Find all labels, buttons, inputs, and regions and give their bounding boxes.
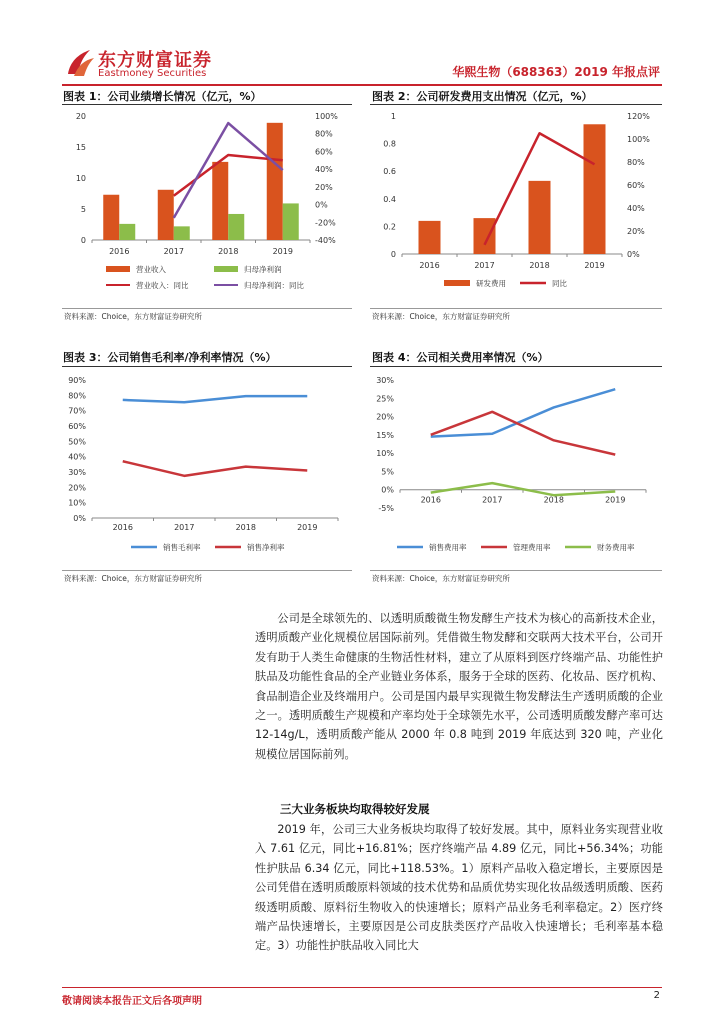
logo-en-text: Eastmoney Securities: [98, 68, 207, 79]
y-tick-label: 20%: [68, 483, 86, 493]
y2-tick-label: 40%: [627, 204, 645, 213]
legend-label: 同比: [552, 279, 567, 288]
x-tick-label: 2018: [235, 523, 256, 532]
x-tick-label: 2018: [543, 495, 564, 505]
x-tick-label: 2018: [529, 261, 550, 270]
x-tick-label: 2016: [109, 247, 130, 256]
y-tick-label: 30%: [376, 376, 394, 385]
company-logo: [64, 44, 96, 80]
x-tick-label: 2017: [174, 523, 195, 532]
y-tick-label: 25%: [376, 394, 394, 404]
legend-swatch: [106, 266, 130, 272]
y2-tick-label: 60%: [627, 181, 645, 190]
legend-label: 财务费用率: [597, 543, 635, 552]
y-tick-label: 10%: [376, 449, 394, 459]
y-tick-label: 0.2: [383, 222, 396, 232]
x-tick-label: 2016: [419, 261, 440, 270]
report-title: 华熙生物（688363）2019 年报点评: [452, 65, 660, 79]
y-tick-label: 0: [390, 250, 396, 259]
y2-tick-label: 0%: [627, 250, 640, 259]
y2-tick-label: 0%: [315, 200, 328, 210]
body-paragraph-2: [255, 820, 663, 956]
x-tick-label: 2019: [584, 261, 605, 270]
chart-margin: [62, 368, 352, 568]
page-number: 2: [653, 990, 660, 1001]
y-tick-label: 5%: [381, 467, 394, 477]
y-tick-label: 80%: [68, 391, 86, 401]
figure-3-bottom-rule: [62, 570, 352, 571]
y-tick-label: 0.6: [383, 167, 396, 177]
paragraph-1-text: 公司是全球领先的、以透明质酸微生物发酵生产技术为核心的高新技术企业，透明质酸产业化规模位居国际前列。凭借微生物发酵和交联两大技术平台，公司开发有助于人类生命健康的生物活性材料，建立了从原料到医疗终端产品、功能性护肤品及功能性食品的全产业链业务体系，服务于全球的医药、化妆品、医疗机构、食品制造企业及终端用户。公司是国内最早实现微生物发酵法生产透明质酸的企业之一。透明质酸生产规模和产率均处于全球领先水平，公司透明质酸发酵产率可达 12-14g/L，透明质酸产能从 2000 年 0.8 吨到 2019 年底达到 320 吨，产业化规模位居国际前列。: [255, 612, 663, 761]
y2-tick-label: 20%: [315, 182, 333, 192]
chart-expense-ratio: [370, 368, 662, 568]
header-rule: [62, 84, 662, 86]
y-tick-label: 50%: [68, 437, 86, 447]
x-tick-label: 2019: [297, 523, 318, 532]
bar-1-0-3: [584, 124, 606, 254]
bar-0-0-1: [158, 190, 174, 240]
bar-0-0-2: [212, 162, 228, 240]
x-tick-label: 2017: [163, 247, 184, 256]
series-line-1: [123, 461, 308, 476]
y2-tick-label: -40%: [315, 236, 336, 245]
figure-1-top-rule: [62, 104, 352, 105]
y2-tick-label: 100%: [315, 112, 338, 121]
legend-label: 管理费用率: [513, 543, 551, 552]
y-tick-label: 0: [80, 236, 86, 245]
y-tick-label: 0%: [73, 514, 86, 523]
x-tick-label: 2019: [272, 247, 293, 256]
x-tick-label: 2017: [482, 495, 503, 505]
x-tick-label: 2018: [218, 247, 239, 256]
y2-tick-label: 80%: [627, 158, 645, 167]
legend-label: 销售费用率: [429, 543, 467, 552]
footer-rule: [62, 987, 662, 988]
y-tick-label: 15%: [376, 430, 394, 440]
y-tick-label: 1: [390, 112, 396, 121]
series-line-2: [431, 483, 616, 495]
figure-3-source: 资料来源：Choice，东方财富证券研究所: [64, 574, 202, 583]
y-tick-label: 10%: [68, 498, 86, 508]
footer-disclaimer: 敬请阅读本报告正文后各项声明: [62, 996, 202, 1007]
legend-label: 研发费用: [476, 279, 506, 288]
legend-label: 营业收入: [136, 265, 166, 274]
y2-tick-label: 40%: [315, 165, 333, 175]
y-tick-label: 5: [80, 205, 86, 214]
y2-tick-label: 120%: [627, 112, 650, 121]
legend-label: 销售毛利率: [163, 543, 201, 552]
legend-swatch: [444, 280, 470, 286]
y-tick-label: 20: [75, 112, 86, 121]
chart-rnd-expense: [370, 106, 662, 306]
figure-2-source: 资料来源：Choice，东方财富证券研究所: [372, 312, 510, 321]
figure-4-bottom-rule: [370, 570, 662, 571]
x-tick-label: 2019: [605, 495, 626, 505]
figure-4-source: 资料来源：Choice，东方财富证券研究所: [372, 574, 510, 583]
body-paragraph-1: [255, 609, 663, 764]
y2-tick-label: 60%: [315, 147, 333, 157]
bar-0-1-3: [283, 203, 299, 240]
section-title: 三大业务板块均取得较好发展: [280, 802, 430, 816]
y-tick-label: 70%: [68, 406, 86, 416]
y-tick-label: 90%: [68, 376, 86, 385]
bar-0-1-1: [174, 226, 190, 240]
figure-3-top-rule: [62, 366, 352, 367]
y-tick-label: 0.8: [383, 139, 396, 149]
bar-0-0-0: [103, 195, 119, 240]
x-tick-label: 2016: [112, 523, 133, 532]
y2-tick-label: 100%: [627, 135, 650, 144]
figure-1-source: 资料来源：Choice，东方财富证券研究所: [64, 312, 202, 321]
legend-label: 归母净利润：同比: [244, 281, 304, 290]
legend-label: 归母净利润: [244, 265, 282, 274]
chart-performance-growth: [62, 106, 352, 306]
figure-4-top-rule: [370, 366, 662, 367]
y2-tick-label: 80%: [315, 129, 333, 139]
logo-cn-text: 东方财富证券: [98, 50, 212, 71]
legend-swatch: [214, 266, 238, 272]
figure-2-bottom-rule: [370, 308, 662, 309]
y2-tick-label: 20%: [627, 227, 645, 236]
bar-0-0-3: [267, 123, 283, 240]
x-tick-label: 2016: [420, 495, 441, 505]
y-tick-label: -5%: [378, 504, 394, 513]
y-tick-label: 10: [75, 174, 86, 183]
figure-4-title: 图表 4：公司相关费用率情况（%）: [372, 351, 549, 364]
x-tick-label: 2017: [474, 261, 495, 270]
y-tick-label: 0.4: [383, 194, 396, 204]
y-tick-label: 30%: [68, 468, 86, 477]
y-tick-label: 20%: [376, 412, 394, 422]
series-line-1: [431, 412, 616, 455]
y-tick-label: 60%: [68, 422, 86, 431]
bar-0-1-2: [228, 214, 244, 240]
bar-1-0-1: [474, 218, 496, 254]
figure-2-top-rule: [370, 104, 662, 105]
legend-label: 营业收入：同比: [136, 281, 189, 290]
y2-tick-label: -20%: [315, 218, 336, 228]
bar-0-1-0: [119, 224, 135, 240]
bar-1-0-2: [529, 181, 551, 254]
y-tick-label: 15: [75, 143, 86, 152]
paragraph-2-text: 2019 年，公司三大业务板块均取得了较好发展。其中，原料业务实现营业收入 7.61 亿元，同比+16.81%；医疗终端产品 4.89 亿元，同比+56.34%；功能性护肤品 6.34 亿元，同比+118.53%。1）原料产品收入稳定增长，主要原因是公司凭借在透明质酸原料领域的技术优势和品质优势实现化妆品级透明质酸、医药级透明质酸、原料衍生物收入的快速增长；原料产品业务毛利率稳定。2）医疗终端产品快速增长，主要原因是公司皮肤类医疗产品收入快速增长；毛利率基本稳定。3）功能性护肤品收入同比大: [255, 823, 663, 953]
legend-label: 销售净利率: [247, 543, 285, 552]
series-line-0: [431, 389, 616, 437]
figure-3-title: 图表 3：公司销售毛利率/净利率情况（%）: [63, 351, 277, 364]
figure-1-title: 图表 1：公司业绩增长情况（亿元，%）: [63, 90, 262, 103]
y-tick-label: 0%: [381, 485, 394, 495]
y-tick-label: 40%: [68, 452, 86, 462]
figure-2-title: 图表 2：公司研发费用支出情况（亿元，%）: [372, 90, 593, 103]
series-line-0: [123, 396, 308, 402]
figure-1-bottom-rule: [62, 308, 352, 309]
bar-1-0-0: [419, 221, 441, 254]
